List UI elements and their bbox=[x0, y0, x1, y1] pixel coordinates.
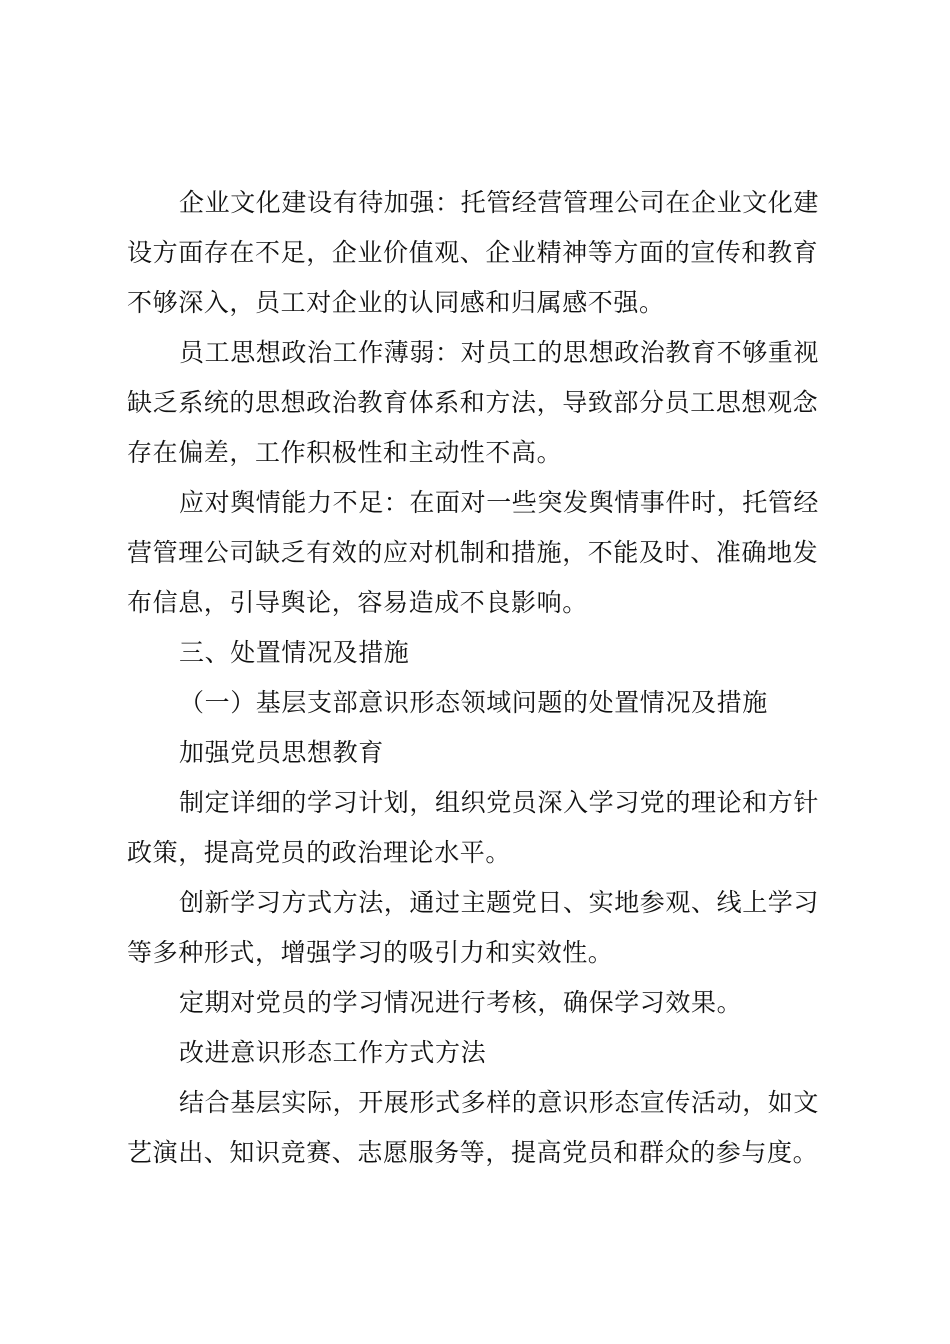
text-line: 不够深入，员工对企业的认同感和归属感不强。 bbox=[127, 288, 665, 317]
text-line: 三、处置情况及措施 bbox=[179, 638, 410, 667]
paragraph-study-methods bbox=[127, 878, 847, 978]
item-heading-education bbox=[127, 728, 847, 778]
text-line: 设方面存在不足，企业价值观、企业精神等方面的宣传和教育 bbox=[127, 238, 819, 267]
paragraph-political-work bbox=[127, 328, 847, 478]
text-line: 等多种形式，增强学习的吸引力和实效性。 bbox=[127, 938, 614, 967]
text-line: 缺乏系统的思想政治教育体系和方法，导致部分员工思想观念 bbox=[127, 388, 819, 417]
text-line: 艺演出、知识竞赛、志愿服务等，提高党员和群众的参与度。 bbox=[127, 1138, 819, 1167]
paragraph-assessment bbox=[127, 978, 847, 1028]
text-line: 布信息，引导舆论，容易造成不良影响。 bbox=[127, 588, 588, 617]
text-line: 定期对党员的学习情况进行考核，确保学习效果。 bbox=[179, 988, 743, 1017]
document-body bbox=[127, 178, 847, 1178]
subsection-heading bbox=[127, 678, 847, 728]
text-line: 应对舆情能力不足：在面对一些突发舆情事件时，托管经 bbox=[179, 488, 820, 517]
paragraph-culture bbox=[127, 178, 847, 328]
text-line: 员工思想政治工作薄弱：对员工的思想政治教育不够重视 bbox=[179, 338, 820, 367]
paragraph-activities bbox=[127, 1078, 847, 1178]
text-line: 改进意识形态工作方式方法 bbox=[179, 1038, 487, 1067]
paragraph-study-plan bbox=[127, 778, 847, 878]
section-heading bbox=[127, 628, 847, 678]
paragraph-public-opinion bbox=[127, 478, 847, 628]
text-line: 创新学习方式方法，通过主题党日、实地参观、线上学习 bbox=[179, 888, 820, 917]
item-heading-methods bbox=[127, 1028, 847, 1078]
text-line: 制定详细的学习计划，组织党员深入学习党的理论和方针 bbox=[179, 788, 820, 817]
text-line: 政策，提高党员的政治理论水平。 bbox=[127, 838, 512, 867]
text-line: （一）基层支部意识形态领域问题的处置情况及措施 bbox=[179, 688, 768, 717]
text-line: 营管理公司缺乏有效的应对机制和措施，不能及时、准确地发 bbox=[127, 538, 819, 567]
text-line: 存在偏差，工作积极性和主动性不高。 bbox=[127, 438, 563, 467]
text-line: 企业文化建设有待加强：托管经营管理公司在企业文化建 bbox=[179, 188, 820, 217]
text-line: 加强党员思想教育 bbox=[179, 738, 384, 767]
text-line: 结合基层实际，开展形式多样的意识形态宣传活动，如文 bbox=[179, 1088, 820, 1117]
